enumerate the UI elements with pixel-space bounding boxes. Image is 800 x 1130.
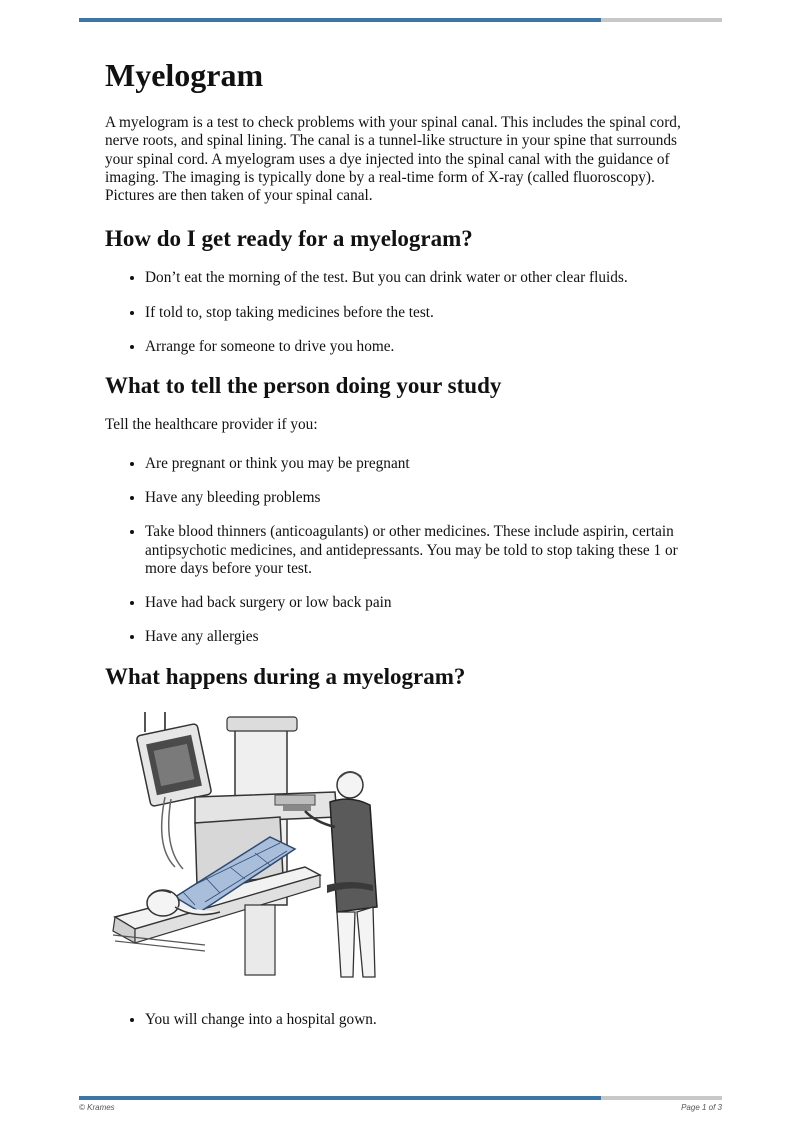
tell-provider-lead: Tell the healthcare provider if you: [105, 416, 318, 434]
intro-paragraph: A myelogram is a test to check problems with your spinal canal. This includes the spinal cord, nerve roots, and spinal lining. The canal is a tunnel-like structure in your spine that surrounds your spinal cord. A myelogram uses a dye injected into the spinal canal with the guidance of imaging. The imaging is typically done by a real-time form of X-ray (called fluoroscopy). Pictures are then taken of your spinal canal. [105, 114, 681, 205]
procedure-list [105, 1011, 705, 1029]
footer-rule [79, 1096, 722, 1100]
page-title: Myelogram [105, 57, 264, 93]
list-item: • Take blood thinners (anticoagulants) or other medicines. These include aspirin, certain antipsychotic medicines, and antidepressants. You may be told to stop taking these 1 or more days before your test. [145, 523, 705, 578]
section-heading-procedure: What happens during a myelogram? [105, 663, 466, 689]
list-item: • Are pregnant or think you may be pregnant [145, 455, 705, 473]
list-item: • Have any allergies [145, 628, 705, 646]
section-heading-tell-provider: What to tell the person doing your study [105, 373, 502, 399]
document-body [105, 56, 705, 1039]
list-item: • You will change into a hospital gown. [145, 1011, 705, 1029]
list-item: • Have had back surgery or low back pain [145, 594, 705, 612]
footer-copyright: © Krames [79, 1103, 115, 1112]
header-rule [79, 18, 722, 22]
list-item: • Have any bleeding problems [145, 489, 705, 507]
tell-provider-list [105, 455, 705, 647]
list-item: • Arrange for someone to drive you home. [145, 338, 705, 356]
footer-rule-accent [79, 1096, 601, 1100]
footer-page-number: Page 1 of 3 [681, 1103, 722, 1112]
myelogram-procedure-illustration [105, 707, 405, 997]
section-heading-preparation: How do I get ready for a myelogram? [105, 226, 473, 252]
list-item: • Don’t eat the morning of the test. But you can drink water or other clear fluids. [145, 269, 705, 287]
list-item: • If told to, stop taking medicines before the test. [145, 304, 705, 322]
preparation-list [105, 269, 705, 356]
header-rule-accent [79, 18, 601, 22]
